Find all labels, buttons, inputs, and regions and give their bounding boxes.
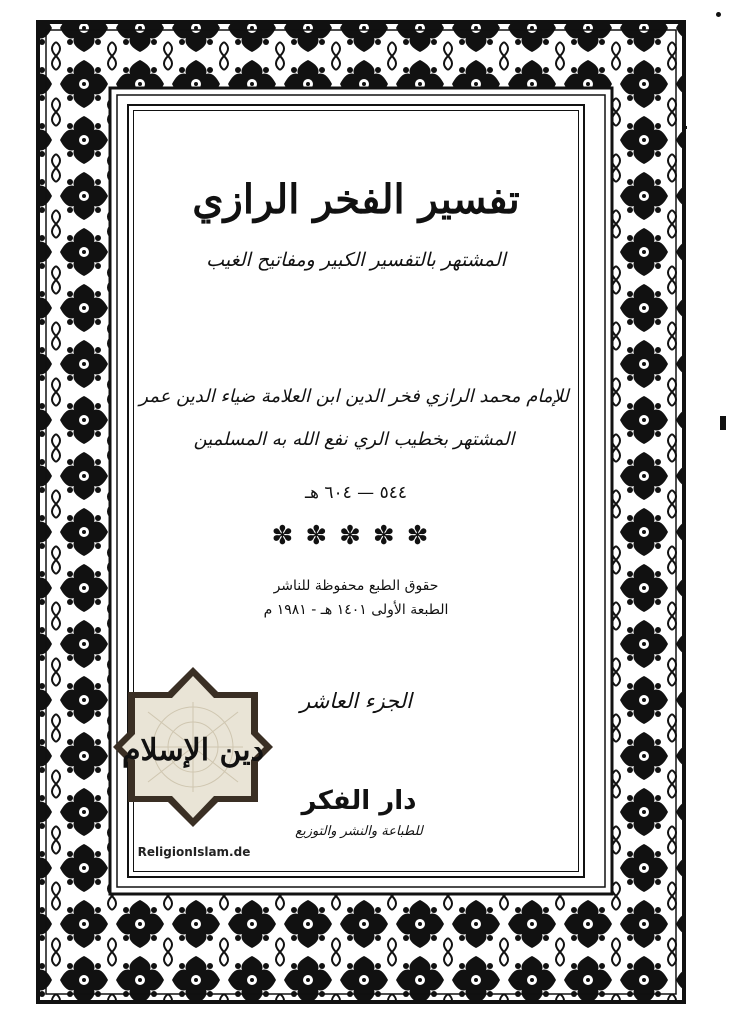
- copyright-notice: حقوق الطبع محفوظة للناشر: [273, 578, 439, 594]
- scan-speck-small: [684, 126, 687, 129]
- publisher-name: دار الفكر: [301, 786, 417, 816]
- book-title: تفسير الفخر الرازي: [192, 176, 520, 223]
- book-subtitle: المشتهر بالتفسير الكبير ومفاتيح الغيب: [206, 249, 506, 271]
- religionislam-logo-seal: [108, 662, 278, 832]
- watermark-caption: ReligionIslam.de: [137, 845, 251, 859]
- star-ornament-row: ✽✽✽✽✽: [271, 521, 441, 551]
- author-dates: ٥٤٤ — ٦٠٤ هـ: [305, 483, 407, 503]
- edition-line: الطبعة الأولى ١٤٠١ هـ - ١٩٨١ م: [263, 602, 449, 618]
- author-line-2: المشتهر بخطيب الري نفع الله به المسلمين: [193, 429, 515, 450]
- scan-speck: [716, 12, 721, 17]
- volume-label: الجزء العاشر: [300, 689, 412, 713]
- logo-lettering: دين الإسلام: [121, 733, 265, 768]
- publisher-tagline: للطباعة والنشر والتوزيع: [295, 824, 423, 839]
- author-line-1: للإمام محمد الرازي فخر الدين ابن العلامة ضياء الدين عمر: [139, 386, 569, 407]
- scan-edge-mark: [720, 416, 726, 430]
